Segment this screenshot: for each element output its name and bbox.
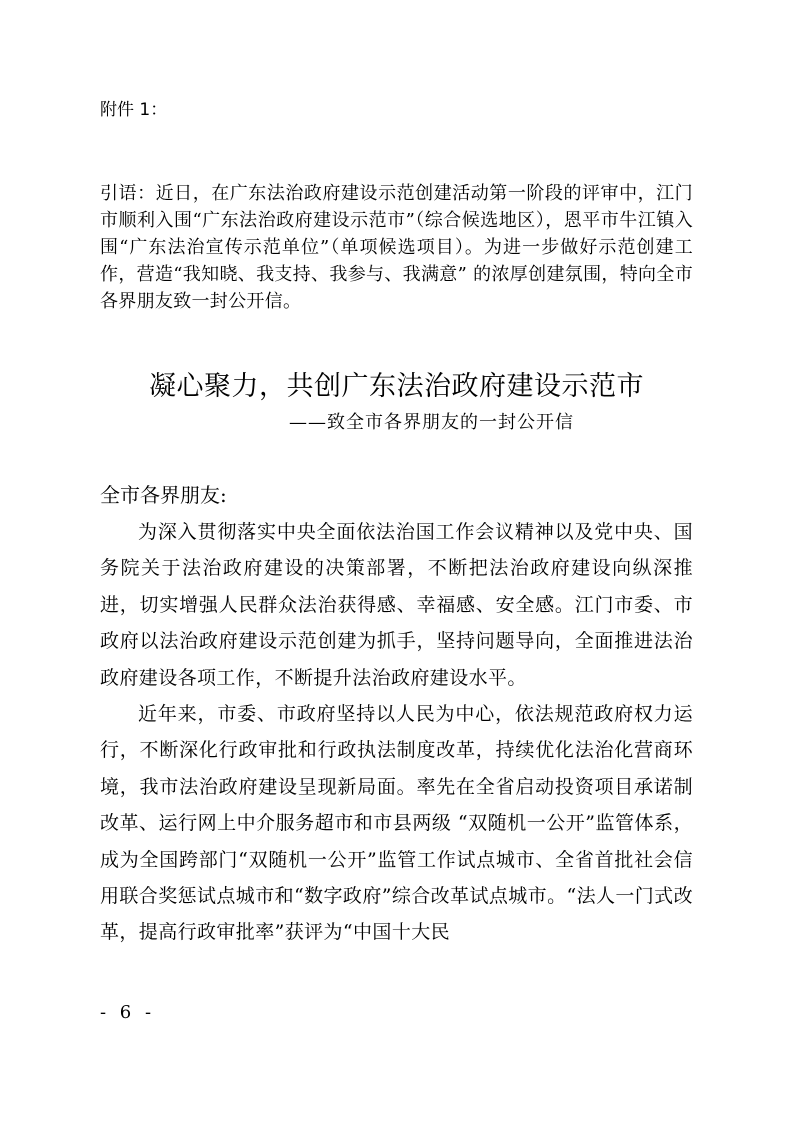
- body-paragraph-2: 近年来，市委、市政府坚持以人民为中心，依法规范政府权力运行，不断深化行政审批和行政执法制度改革，持续优化法治化营商环境，我市法治政府建设呈现新局面。率先在全省启动投资项目承诺制改革、运行网上中介服务超市和市县两级 “双随机一公开”监管体系，成为全国跨部门“双随机一公开”监管工作试点城市、全省首批社会信用联合奖惩试点城市和“数字政府”综合改革试点城市。“法人一门式改革，提高行政审批率”获评为“中国十大民: [100, 703, 693, 944]
- letter-subtitle: ——致全市各界朋友的一封公开信: [289, 412, 574, 433]
- letter-body: [100, 514, 693, 951]
- letter-greeting: 全市各界朋友:: [100, 483, 227, 507]
- letter-title: 凝心聚力，共创广东法治政府建设示范市: [149, 371, 644, 402]
- body-paragraph-1: 为深入贯彻落实中央全面依法治国工作会议精神以及党中央、国务院关于法治政府建设的决策部署，不断把法治政府建设向纵深推进，切实增强人民群众法治获得感、幸福感、安全感。江门市委、市政府以法治政府建设示范创建为抓手，坚持问题导向，全面推进法治政府建设各项工作，不断提升法治政府建设水平。: [100, 521, 693, 689]
- page-number: - 6 -: [100, 1002, 156, 1023]
- attachment-label: 附件 1：: [100, 100, 168, 120]
- lead-paragraph: 引语：近日，在广东法治政府建设示范创建活动第一阶段的评审中，江门市顺利入围“广东法治政府建设示范市”（综合候选地区），恩平市牛江镇入围“广东法治宣传示范单位”（单项候选项目）。为进一步做好示范创建工作，营造“我知晓、我支持、我参与、我满意” 的浓厚创建氛围，特向全市各界朋友致一封公开信。: [100, 183, 693, 312]
